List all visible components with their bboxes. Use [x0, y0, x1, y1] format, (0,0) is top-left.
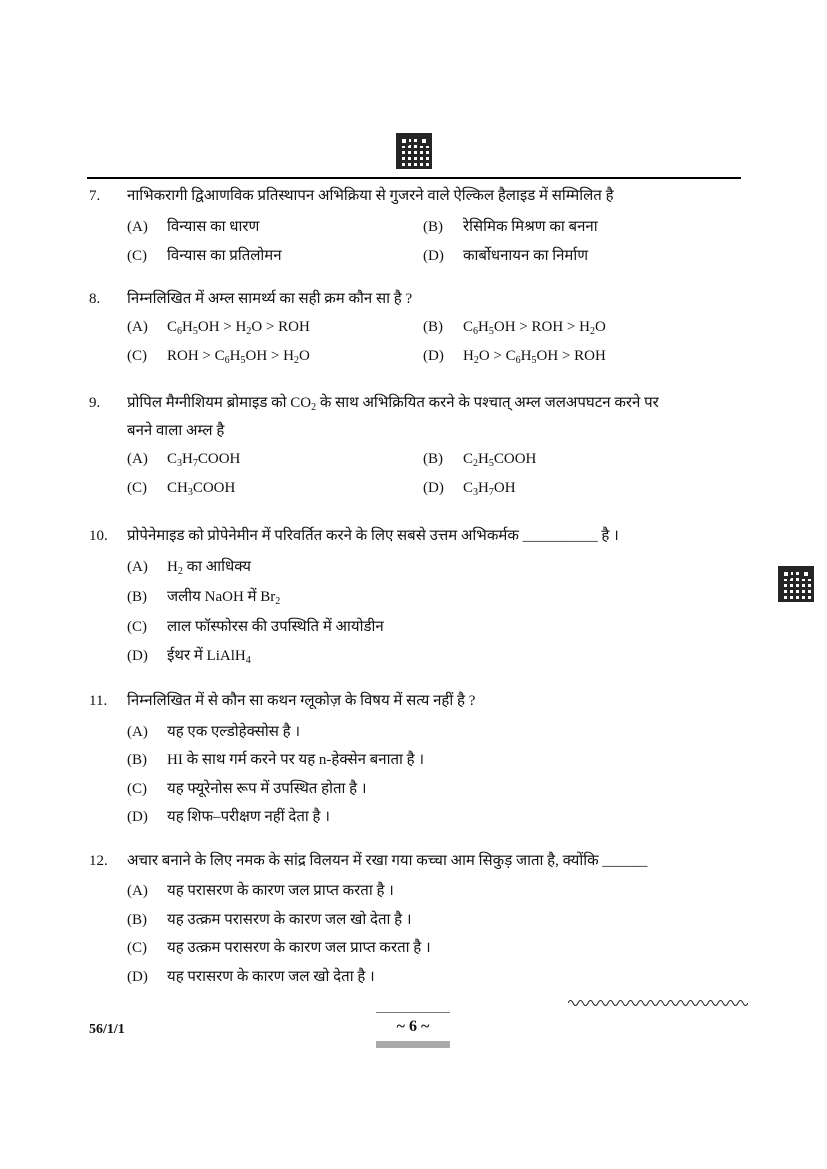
question-number: 12. [89, 853, 108, 869]
option-a [127, 451, 240, 469]
option-label: (B) [423, 451, 443, 467]
question-number: 11. [89, 693, 108, 709]
option-c [127, 480, 235, 498]
question-text: नाभिकरागी द्विआणविक प्रतिस्थापन अभिक्रिया से गुजरने वाले ऐल्किल हैलाइड में सम्मिलित है [127, 188, 614, 204]
option-label: (C) [127, 781, 147, 797]
page-number-bar [376, 1041, 450, 1048]
option-b [127, 586, 280, 607]
option-text: यह शिफ–परीक्षण नहीं देता है । [167, 809, 330, 825]
option-text: यह फ्यूरेनोस रूप में उपस्थित होता है । [167, 781, 367, 797]
qr-code-top [396, 133, 432, 169]
header-rule [87, 177, 741, 179]
option-text: यह परासरण के कारण जल खो देता है । [167, 969, 375, 985]
option-text: ROH > $C_6H_5OH > H_2O$ [167, 348, 310, 366]
option-text: $C_3H_7OH$ [463, 480, 516, 498]
option-label: (B) [127, 912, 147, 928]
paper-code: 56/1/1 [89, 1022, 125, 1037]
option-text: यह एक एल्डोहेक्सोस है । [167, 724, 301, 740]
option-b [423, 216, 598, 236]
option-c [127, 616, 384, 636]
question-text-line1: प्रोपिल मैग्नीशियम ब्रोमाइड को $CO_2$ के साथ अभिक्रियित करने के पश्चात् अम्ल जलअपघटन करने पर [127, 395, 659, 413]
question-text: अचार बनाने के लिए नमक के सांद्र विलयन में रखा गया कच्चा आम सिकुड़ जाता है, क्योंकि ______ [127, 853, 648, 869]
option-label: (C) [127, 348, 147, 364]
option-label: (C) [127, 480, 147, 496]
option-text: HI के साथ गर्म करने पर यह n-हेक्सेन बनाता है । [167, 752, 425, 768]
option-a [127, 721, 300, 741]
option-label: (A) [127, 319, 148, 335]
option-label: (D) [127, 809, 148, 825]
option-label: (B) [127, 752, 147, 768]
option-text: $C_3H_7COOH$ [167, 451, 241, 469]
question-text-line2: बनने वाला अम्ल है [127, 423, 225, 439]
option-label: (A) [127, 883, 148, 899]
option-c [127, 245, 282, 265]
option-d [127, 806, 330, 826]
option-text: यह परासरण के कारण जल प्राप्त करता है । [167, 883, 394, 899]
option-d [423, 348, 606, 366]
option-text: यह उत्क्रम परासरण के कारण जल खो देता है । [167, 912, 412, 928]
option-text: ईथर में LiAlH$_4$ [167, 648, 251, 666]
option-c [127, 348, 310, 366]
question-number: 8. [89, 291, 101, 307]
option-label: (A) [127, 559, 148, 575]
page-number-rule [376, 1012, 450, 1013]
option-text: $C_6H_5OH > H_2O$ > ROH [167, 319, 310, 337]
option-text: यह उत्क्रम परासरण के कारण जल प्राप्त करता है । [167, 940, 431, 956]
qr-code-side [778, 566, 814, 602]
option-label: (C) [127, 248, 147, 264]
option-label: (A) [127, 219, 148, 235]
option-text: जलीय NaOH में $Br_2$ [167, 589, 281, 607]
option-a [127, 556, 251, 577]
question-text: निम्नलिखित में अम्ल सामर्थ्य का सही क्रम कौन सा है ? [127, 291, 413, 307]
option-a [127, 216, 259, 236]
question-number: 9. [89, 395, 101, 411]
option-label: (D) [423, 480, 444, 496]
option-label: (B) [423, 319, 443, 335]
option-d [423, 480, 516, 498]
page-number: ~ 6 ~ [396, 1018, 430, 1035]
question-text: प्रोपेनेमाइड को प्रोपेनेमीन में परिवर्तित करने के लिए सबसे उत्तम अभिकर्मक __________ है । [127, 528, 619, 544]
option-a [127, 880, 394, 900]
option-text: $C_6H_5OH$ > ROH > $H_2O$ [463, 319, 606, 337]
option-d [127, 645, 251, 666]
option-label: (D) [423, 248, 444, 264]
option-c [127, 778, 367, 798]
wavy-line-ornament [568, 998, 748, 1008]
option-label: (D) [423, 348, 444, 364]
option-text: विन्यास का धारण [167, 219, 260, 235]
option-label: (A) [127, 451, 148, 467]
question-text: निम्नलिखित में से कौन सा कथन ग्लूकोज़ के विषय में सत्य नहीं है ? [127, 693, 476, 709]
option-a [127, 319, 310, 337]
question-number: 10. [89, 528, 108, 544]
option-label: (A) [127, 724, 148, 740]
option-label: (C) [127, 940, 147, 956]
option-c [127, 937, 431, 957]
option-b [423, 319, 606, 337]
option-text: $H_2$ का आधिक्य [167, 559, 251, 577]
option-label: (B) [423, 219, 443, 235]
question-number: 7. [89, 188, 101, 204]
option-d [127, 966, 375, 986]
option-text: कार्बोधनायन का निर्माण [463, 248, 589, 264]
option-text: लाल फॉस्फोरस की उपस्थिति में आयोडीन [167, 619, 384, 635]
option-label: (B) [127, 589, 147, 605]
option-label: (D) [127, 648, 148, 664]
option-d [423, 245, 588, 265]
option-text: $C_2H_5COOH$ [463, 451, 537, 469]
option-text: रेसिमिक मिश्रण का बनना [463, 219, 598, 235]
option-text: $CH_3COOH$ [167, 480, 236, 498]
option-b [127, 749, 424, 769]
option-label: (D) [127, 969, 148, 985]
option-label: (C) [127, 619, 147, 635]
option-text: $H_2O > C_6H_5OH$ > ROH [463, 348, 606, 366]
option-b [127, 909, 412, 929]
option-text: विन्यास का प्रतिलोमन [167, 248, 282, 264]
option-b [423, 451, 536, 469]
